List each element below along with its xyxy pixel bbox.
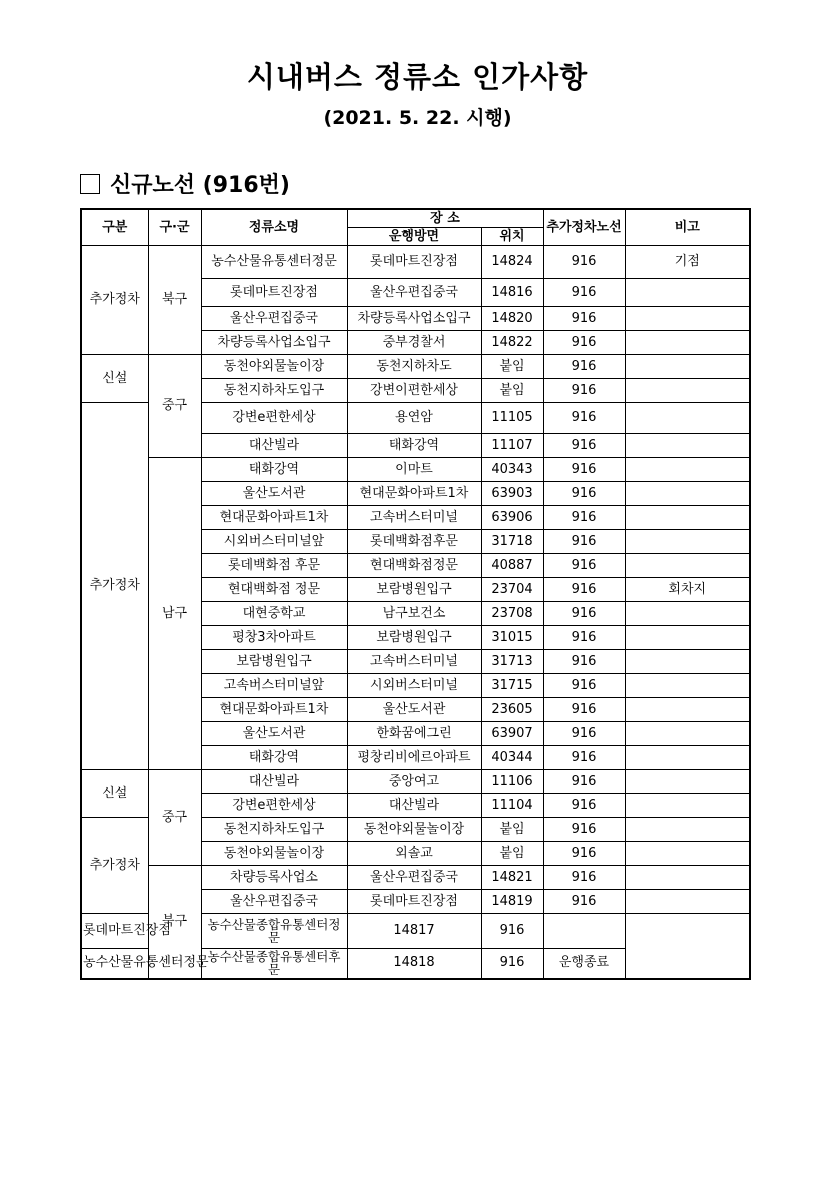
route-cell: 916 bbox=[543, 602, 625, 626]
route-cell: 916 bbox=[543, 403, 625, 434]
position-cell: 31715 bbox=[481, 674, 543, 698]
stop-name-cell: 차량등록사업소 bbox=[201, 866, 347, 890]
direction-cell: 평창리비에르아파트 bbox=[347, 746, 481, 770]
direction-cell: 남구보건소 bbox=[347, 602, 481, 626]
position-cell: 11104 bbox=[481, 794, 543, 818]
stop-name-cell: 시외버스터미널앞 bbox=[201, 530, 347, 554]
route-cell: 916 bbox=[543, 818, 625, 842]
position-cell: 14821 bbox=[481, 866, 543, 890]
document-title: 시내버스 정류소 인가사항 bbox=[246, 60, 589, 94]
position-cell: 23605 bbox=[481, 698, 543, 722]
category-cell: 추가정차 bbox=[81, 403, 148, 770]
route-cell: 916 bbox=[543, 842, 625, 866]
route-cell: 916 bbox=[543, 626, 625, 650]
document-subtitle: (2021. 5. 22. 시행) bbox=[323, 107, 512, 129]
stop-name-cell: 평창3차아파트 bbox=[201, 626, 347, 650]
stop-name-cell: 울산우편집중국 bbox=[201, 890, 347, 914]
route-cell: 916 bbox=[543, 554, 625, 578]
position-cell: 붙임 bbox=[481, 842, 543, 866]
route-cell: 916 bbox=[543, 307, 625, 331]
direction-cell: 울산우편집중국 bbox=[347, 866, 481, 890]
section-heading bbox=[80, 168, 290, 199]
category-cell: 추가정차 bbox=[81, 818, 148, 914]
position-cell: 14817 bbox=[347, 914, 481, 949]
route-cell: 916 bbox=[481, 914, 543, 949]
note-cell bbox=[625, 307, 750, 331]
route-cell: 916 bbox=[481, 949, 543, 979]
position-cell: 14816 bbox=[481, 279, 543, 307]
direction-cell: 대산빌라 bbox=[347, 794, 481, 818]
stop-name-cell: 농수산물유통센터정문 bbox=[81, 949, 148, 979]
route-cell: 916 bbox=[543, 434, 625, 458]
stop-name-cell: 대현중학교 bbox=[201, 602, 347, 626]
direction-cell: 현대문화아파트1차 bbox=[347, 482, 481, 506]
note-cell bbox=[625, 794, 750, 818]
note-cell bbox=[625, 626, 750, 650]
position-cell: 31713 bbox=[481, 650, 543, 674]
note-cell bbox=[625, 770, 750, 794]
category-cell: 신설 bbox=[81, 355, 148, 403]
header-location: 장 소 bbox=[347, 209, 543, 228]
direction-cell: 동천야외물놀이장 bbox=[347, 818, 481, 842]
position-cell: 23704 bbox=[481, 578, 543, 602]
stop-name-cell: 동천지하차도입구 bbox=[201, 818, 347, 842]
note-cell bbox=[625, 403, 750, 434]
note-cell bbox=[625, 890, 750, 914]
route-cell: 916 bbox=[543, 698, 625, 722]
direction-cell: 농수산물종합유통센터정문 bbox=[201, 914, 347, 949]
header-position: 위치 bbox=[481, 228, 543, 246]
direction-cell: 이마트 bbox=[347, 458, 481, 482]
district-cell: 북구 bbox=[148, 866, 201, 979]
stop-name-cell: 현대문화아파트1차 bbox=[201, 506, 347, 530]
note-cell: 회차지 bbox=[625, 578, 750, 602]
position-cell: 63906 bbox=[481, 506, 543, 530]
stops-table bbox=[80, 208, 751, 980]
note-cell bbox=[625, 434, 750, 458]
note-cell bbox=[625, 458, 750, 482]
direction-cell: 동천지하차도 bbox=[347, 355, 481, 379]
direction-cell: 차량등록사업소입구 bbox=[347, 307, 481, 331]
note-cell bbox=[625, 818, 750, 842]
route-cell: 916 bbox=[543, 279, 625, 307]
route-cell: 916 bbox=[543, 246, 625, 279]
header-note: 비고 bbox=[625, 209, 750, 246]
direction-cell: 보람병원입구 bbox=[347, 578, 481, 602]
stop-name-cell: 고속버스터미널앞 bbox=[201, 674, 347, 698]
position-cell: 14818 bbox=[347, 949, 481, 979]
position-cell: 붙임 bbox=[481, 355, 543, 379]
header-route: 추가정차노선 bbox=[543, 209, 625, 246]
district-cell: 북구 bbox=[148, 246, 201, 355]
direction-cell: 태화강역 bbox=[347, 434, 481, 458]
stop-name-cell: 울산우편집중국 bbox=[201, 307, 347, 331]
note-cell: 운행종료 bbox=[543, 949, 625, 979]
route-cell: 916 bbox=[543, 379, 625, 403]
position-cell: 붙임 bbox=[481, 379, 543, 403]
header-direction: 운행방면 bbox=[347, 228, 481, 246]
route-cell: 916 bbox=[543, 506, 625, 530]
direction-cell: 울산도서관 bbox=[347, 698, 481, 722]
note-cell bbox=[625, 842, 750, 866]
route-cell: 916 bbox=[543, 866, 625, 890]
note-cell bbox=[625, 866, 750, 890]
route-cell: 916 bbox=[543, 458, 625, 482]
note-cell bbox=[625, 331, 750, 355]
position-cell: 63903 bbox=[481, 482, 543, 506]
note-cell bbox=[625, 674, 750, 698]
route-cell: 916 bbox=[543, 674, 625, 698]
note-cell bbox=[625, 602, 750, 626]
position-cell: 14824 bbox=[481, 246, 543, 279]
direction-cell: 한화꿈에그린 bbox=[347, 722, 481, 746]
direction-cell: 외솔교 bbox=[347, 842, 481, 866]
position-cell: 14822 bbox=[481, 331, 543, 355]
route-cell: 916 bbox=[543, 482, 625, 506]
district-cell: 중구 bbox=[148, 770, 201, 866]
direction-cell: 롯데마트진장점 bbox=[347, 890, 481, 914]
position-cell: 11106 bbox=[481, 770, 543, 794]
position-cell: 63907 bbox=[481, 722, 543, 746]
stop-name-cell: 강변e편한세상 bbox=[201, 794, 347, 818]
position-cell: 23708 bbox=[481, 602, 543, 626]
stop-name-cell: 강변e편한세상 bbox=[201, 403, 347, 434]
stop-name-cell: 대산빌라 bbox=[201, 770, 347, 794]
stop-name-cell: 울산도서관 bbox=[201, 722, 347, 746]
note-cell bbox=[625, 482, 750, 506]
position-cell: 40887 bbox=[481, 554, 543, 578]
note-cell: 기점 bbox=[625, 246, 750, 279]
direction-cell: 울산우편집중국 bbox=[347, 279, 481, 307]
route-cell: 916 bbox=[543, 722, 625, 746]
stop-name-cell: 차량등록사업소입구 bbox=[201, 331, 347, 355]
header-stop-name: 정류소명 bbox=[201, 209, 347, 246]
stop-name-cell: 동천지하차도입구 bbox=[201, 379, 347, 403]
direction-cell: 용연암 bbox=[347, 403, 481, 434]
stops-table-body bbox=[81, 246, 750, 979]
stop-name-cell: 동천야외물놀이장 bbox=[201, 355, 347, 379]
note-cell bbox=[625, 554, 750, 578]
position-cell: 11105 bbox=[481, 403, 543, 434]
route-cell: 916 bbox=[543, 355, 625, 379]
stop-name-cell: 보람병원입구 bbox=[201, 650, 347, 674]
category-cell: 추가정차 bbox=[81, 246, 148, 355]
note-cell bbox=[625, 506, 750, 530]
position-cell: 14819 bbox=[481, 890, 543, 914]
direction-cell: 현대백화점정문 bbox=[347, 554, 481, 578]
note-cell bbox=[625, 279, 750, 307]
stop-name-cell: 롯데백화점 후문 bbox=[201, 554, 347, 578]
position-cell: 14820 bbox=[481, 307, 543, 331]
position-cell: 붙임 bbox=[481, 818, 543, 842]
position-cell: 31015 bbox=[481, 626, 543, 650]
note-cell bbox=[625, 650, 750, 674]
stop-name-cell: 현대백화점 정문 bbox=[201, 578, 347, 602]
direction-cell: 롯데백화점후문 bbox=[347, 530, 481, 554]
stop-name-cell: 울산도서관 bbox=[201, 482, 347, 506]
route-cell: 916 bbox=[543, 650, 625, 674]
stop-name-cell: 동천야외물놀이장 bbox=[201, 842, 347, 866]
direction-cell: 시외버스터미널 bbox=[347, 674, 481, 698]
route-cell: 916 bbox=[543, 770, 625, 794]
direction-cell: 강변이편한세상 bbox=[347, 379, 481, 403]
header-district: 구·군 bbox=[148, 209, 201, 246]
route-cell: 916 bbox=[543, 794, 625, 818]
note-cell bbox=[625, 746, 750, 770]
table-row bbox=[81, 246, 750, 279]
note-cell bbox=[543, 914, 625, 949]
stop-name-cell: 현대문화아파트1차 bbox=[201, 698, 347, 722]
note-cell bbox=[625, 530, 750, 554]
checkbox-square-icon bbox=[80, 174, 100, 194]
table-row bbox=[81, 355, 750, 379]
district-cell: 중구 bbox=[148, 355, 201, 458]
category-cell: 신설 bbox=[81, 770, 148, 818]
position-cell: 40343 bbox=[481, 458, 543, 482]
header-category: 구분 bbox=[81, 209, 148, 246]
direction-cell: 롯데마트진장점 bbox=[347, 246, 481, 279]
direction-cell: 보람병원입구 bbox=[347, 626, 481, 650]
district-cell: 남구 bbox=[148, 458, 201, 770]
direction-cell: 고속버스터미널 bbox=[347, 506, 481, 530]
stop-name-cell: 롯데마트진장점 bbox=[81, 914, 148, 949]
stop-name-cell: 롯데마트진장점 bbox=[201, 279, 347, 307]
table-row bbox=[81, 770, 750, 794]
table-row bbox=[81, 866, 750, 890]
direction-cell: 중부경찰서 bbox=[347, 331, 481, 355]
direction-cell: 농수산물종합유통센터후문 bbox=[201, 949, 347, 979]
stop-name-cell: 농수산물유통센터정문 bbox=[201, 246, 347, 279]
note-cell bbox=[625, 355, 750, 379]
position-cell: 11107 bbox=[481, 434, 543, 458]
route-cell: 916 bbox=[543, 530, 625, 554]
route-cell: 916 bbox=[543, 331, 625, 355]
note-cell bbox=[625, 379, 750, 403]
route-cell: 916 bbox=[543, 746, 625, 770]
stop-name-cell: 태화강역 bbox=[201, 458, 347, 482]
table-row bbox=[81, 458, 750, 482]
direction-cell: 중앙여고 bbox=[347, 770, 481, 794]
note-cell bbox=[625, 698, 750, 722]
position-cell: 31718 bbox=[481, 530, 543, 554]
note-cell bbox=[625, 722, 750, 746]
route-cell: 916 bbox=[543, 890, 625, 914]
position-cell: 40344 bbox=[481, 746, 543, 770]
stop-name-cell: 대산빌라 bbox=[201, 434, 347, 458]
section-heading-text: 신규노선 (916번) bbox=[110, 173, 290, 198]
direction-cell: 고속버스터미널 bbox=[347, 650, 481, 674]
stop-name-cell: 태화강역 bbox=[201, 746, 347, 770]
route-cell: 916 bbox=[543, 578, 625, 602]
